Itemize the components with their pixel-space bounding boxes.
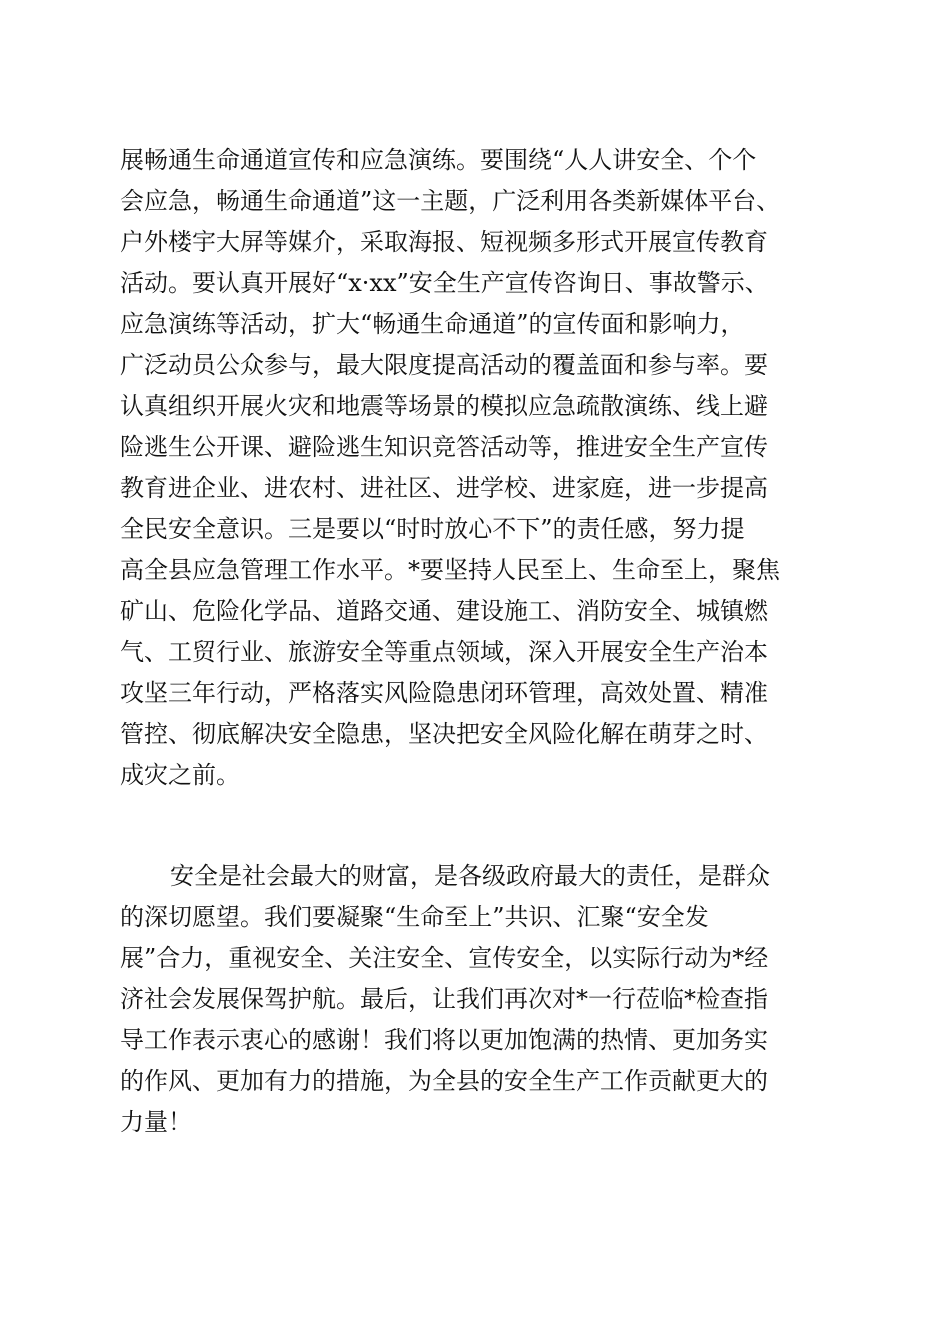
paragraph-line: 展”合力，重视安全、关注安全、宣传安全，以实际行动为*经	[120, 944, 769, 972]
paragraph-line: 导工作表示衷心的感谢！我们将以更加饱满的热情、更加务实	[120, 1026, 768, 1054]
paragraph-line: 活动。要认真开展好“x·xx”安全生产宣传咨询日、事故警示、	[120, 269, 769, 297]
paragraph-line: 会应急，畅通生命通道”这一主题，广泛利用各类新媒体平台、	[120, 187, 781, 215]
paragraph-2	[120, 856, 840, 1143]
paragraph-line: 展畅通生命通道宣传和应急演练。要围绕“人人讲安全、个个	[120, 146, 757, 174]
paragraph-line: 成灾之前。	[120, 761, 240, 789]
paragraph-line: 的作风、更加有力的措施，为全县的安全生产工作贡献更大的	[120, 1067, 768, 1095]
paragraph-line: 认真组织开展火灾和地震等场景的模拟应急疏散演练、线上避	[120, 392, 768, 420]
paragraph-line: 力量！	[120, 1108, 192, 1136]
paragraph-line: 管控、彻底解决安全隐患，坚决把安全风险化解在萌芽之时、	[120, 720, 768, 748]
paragraph-line: 矿山、危险化学品、道路交通、建设施工、消防安全、城镇燃	[120, 597, 768, 625]
paragraph-line: 高全县应急管理工作水平。*要坚持人民至上、生命至上，聚焦	[120, 556, 780, 584]
paragraph-line: 户外楼宇大屏等媒介，采取海报、短视频多形式开展宣传教育	[120, 228, 768, 256]
paragraph-line: 广泛动员公众参与，最大限度提高活动的覆盖面和参与率。要	[120, 351, 768, 379]
paragraph-line: 应急演练等活动，扩大“畅通生命通道”的宣传面和影响力，	[120, 310, 745, 338]
paragraph-line: 的深切愿望。我们要凝聚“生命至上”共识、汇聚“安全发	[120, 903, 709, 931]
paragraph-line: 气、工贸行业、旅游安全等重点领域，深入开展安全生产治本	[120, 638, 768, 666]
paragraph-line: 险逃生公开课、避险逃生知识竞答活动等，推进安全生产宣传	[120, 433, 768, 461]
paragraph-line: 济社会发展保驾护航。最后，让我们再次对*一行莅临*检查指	[120, 985, 768, 1013]
paragraph-line: 全民安全意识。三是要以“时时放心不下”的责任感，努力提	[120, 515, 745, 543]
paragraph-line: 安全是社会最大的财富，是各级政府最大的责任，是群众	[170, 862, 770, 890]
paragraph-line: 攻坚三年行动，严格落实风险隐患闭环管理，高效处置、精准	[120, 679, 768, 707]
paragraph-line: 教育进企业、进农村、进社区、进学校、进家庭，进一步提高	[120, 474, 768, 502]
paragraph-1	[120, 140, 840, 796]
